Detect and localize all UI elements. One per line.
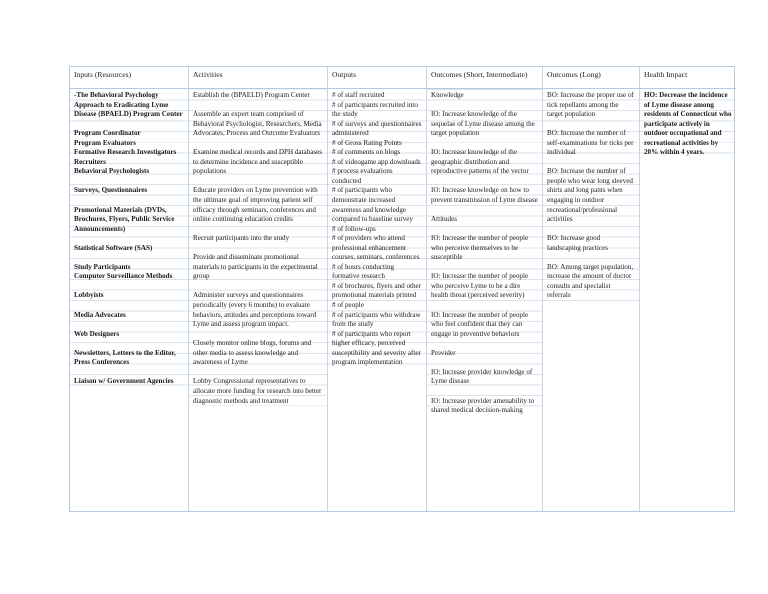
- input-item: Statistical Software (SAS): [74, 243, 153, 252]
- output-item: # of participants who report higher efficacy, perceived susceptibility and severity after program implementation: [332, 329, 421, 367]
- output-item: # of participants who demonstrate increased awareness and knowledge compared to baseline survey: [332, 186, 413, 224]
- outcomes-long-column: [543, 67, 640, 511]
- output-item: # of people: [332, 301, 364, 310]
- outcome-long-item: BO: Increase the proper use of tick repellants among the target population: [547, 91, 634, 119]
- activity-item: Recruit participants into the study: [193, 234, 290, 243]
- outcome-short-item: IO: Increase provider knowledge of Lyme disease: [431, 367, 533, 386]
- output-item: # of participants who withdraw from the study: [332, 310, 421, 329]
- output-item: # of participants recruited into the study: [332, 100, 418, 119]
- header-outcomes-long: Outcomes (Long): [543, 67, 639, 89]
- input-item: Lobbyists: [74, 291, 104, 300]
- input-item: Newsletters, Letters to the Editor, Press Conferences: [74, 348, 176, 367]
- output-item: # of surveys and questionnaires administered: [332, 119, 422, 138]
- output-item: # of videogame app downloads: [332, 157, 421, 166]
- activity-item: Provide and disseminate promotional materials to participants in the experimental group: [193, 253, 318, 281]
- output-item: # of hours conducting formative research: [332, 262, 395, 281]
- input-item: Study Participants: [74, 262, 131, 271]
- header-outcomes-short: Outcomes (Short, Intermediate): [427, 67, 542, 89]
- outcome-short-item: IO: Increase provider amenability to shared medical decision-making: [431, 396, 535, 415]
- input-item: Behavioral Psychologists: [74, 167, 150, 176]
- outcome-long-item: BO: Among target population, increase the amount of doctor consults and specialist referrals: [547, 262, 634, 300]
- input-item: Computer Surveillance Methods: [74, 272, 173, 281]
- output-item: # of Gross Rating Points: [332, 138, 402, 147]
- health-impact-item: HO: Decrease the incidence of Lyme disease among residents of Connecticut who participate actively in outdoor occupational and recreational activities by 20% within 4 years.: [644, 91, 732, 157]
- input-item: Program Coordinator: [74, 129, 141, 138]
- health-impact-column: [640, 67, 736, 511]
- outcome-short-item: Knowledge: [431, 91, 464, 99]
- output-item: # of providers who attend professional enhancement courses, seminars, conferences: [332, 234, 420, 262]
- outcomes-short-column: [427, 67, 543, 511]
- outcome-short-item: Attitudes: [431, 215, 458, 224]
- outcome-short-item: Provider: [431, 348, 456, 357]
- activity-item: Examine medical records and DPH databases to determine incidence and susceptible populations: [193, 148, 323, 176]
- output-item: # process evaluations conducted: [332, 167, 393, 185]
- input-item: Media Advocates: [74, 310, 126, 319]
- outputs-column: [328, 67, 427, 511]
- input-item: Surveys, Questionnaires: [74, 186, 148, 195]
- activities-column: [189, 67, 328, 511]
- activity-item: Assemble an expert team comprised of Behavioral Psychologist, Researchers, Media Advocates, Process and Outcome Evaluators: [193, 110, 322, 138]
- output-item: # of comments on blogs: [332, 148, 401, 157]
- input-item: Program Evaluators: [74, 138, 136, 147]
- input-item: Formative Research Investigators: [74, 148, 177, 157]
- outcome-long-item: BO: Increase good landscaping practices: [547, 234, 608, 252]
- header-health-impact: Health Impact: [640, 67, 736, 89]
- header-activities: Activities: [189, 67, 327, 89]
- outcome-long-item: BO: Increase the number of self-examinations for ticks per individual: [547, 129, 634, 157]
- input-item: Web Designers: [74, 329, 120, 338]
- outcome-short-item: IO: Increase knowledge of the sequelae of Lyme disease among the target population: [431, 110, 535, 138]
- outcome-short-item: IO: Increase knowledge on how to prevent transmission of Lyme disease: [431, 186, 538, 205]
- output-item: # of staff recruited: [332, 91, 385, 99]
- outcome-short-item: IO: Increase knowledge of the geographic distribution and reproductive patterns of the vector: [431, 148, 529, 176]
- input-item: Recruiters: [74, 157, 106, 166]
- outcome-short-item: IO: Increase the number of people who feel confident that they can engage in preventive behaviors: [431, 310, 529, 338]
- activity-item: Lobby Congressional representatives to allocate more funding for research into better diagnostic methods and treatment: [193, 377, 322, 405]
- header-outputs: Outputs: [328, 67, 426, 89]
- activity-item: Closely monitor online blogs, forums and other media to assess knowledge and awareness of Lyme: [193, 339, 312, 367]
- activity-item: Administer surveys and questionnaires periodically (every 6 months) to evaluate behaviors, attitudes and perceptions toward Lyme and assess program impact.: [193, 291, 317, 329]
- output-item: # of follow-ups: [332, 224, 376, 233]
- input-item: -The Behavioral Psychology Approach to Eradicating Lyme Disease (BPAELD) Program Center: [74, 91, 183, 119]
- activity-item: Establish the (BPAELD) Program Center: [193, 91, 310, 99]
- activity-item: Educate providers on Lyme prevention with the ultimate goal of improving patient self efficacy through seminars, conferences and online continuing education credits: [193, 186, 318, 224]
- outcome-long-item: BO: Increase the number of people who wear long sleeved shirts and long pants when engaging in outdoor recreational/professional activities: [547, 167, 633, 224]
- logic-model-table: [69, 66, 735, 512]
- output-item: # of brochures, flyers and other promotional materials printed: [332, 281, 422, 300]
- input-item: Promotional Materials (DVDs, Brochures, Flyers, Public Service Announcements): [74, 205, 175, 233]
- inputs-column: [70, 67, 189, 511]
- outcome-short-item: IO: Increase the number of people who perceive Lyme to be a dire health threat (perceived severity): [431, 272, 529, 300]
- input-item: Liaison w/ Government Agencies: [74, 377, 174, 386]
- outcome-short-item: IO: Increase the number of people who perceive themselves to be susceptible: [431, 234, 529, 262]
- header-inputs: Inputs (Resources): [70, 67, 188, 89]
